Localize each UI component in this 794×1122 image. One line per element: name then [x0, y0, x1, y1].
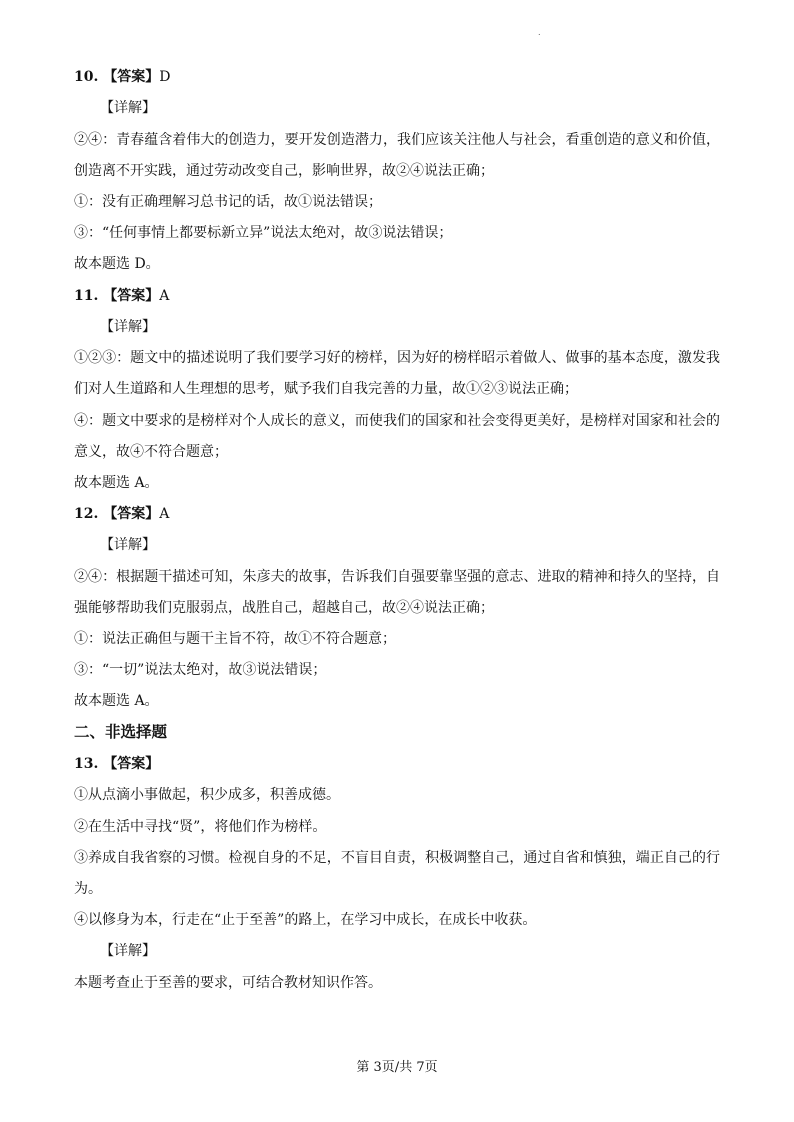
q10-line-4: ③：“任何事情上都要标新立异”说法太绝对，故③说法错误；	[74, 225, 453, 241]
q10-line-1: ②④：青春蕴含着伟大的创造力，要开发创造潜力，我们应该关注他人与社会，看重创造的意义和价值，	[74, 132, 720, 148]
q13-answer-line-1: ①从点滴小事做起，积少成多，积善成德。	[74, 787, 340, 803]
q12-line-3: ①：说法正确但与题干主旨不符，故①不符合题意；	[74, 631, 396, 647]
q12-line-4: ③：“一切”说法太绝对，故③说法错误；	[74, 662, 327, 678]
q11-line-1: ①②③：题文中的描述说明了我们要学习好的榜样，因为好的榜样昭示着做人、做事的基本态度，激发我	[74, 350, 720, 366]
q13-header	[74, 754, 159, 774]
q13-detail-line-1: 本题考查止于至善的要求，可结合教材知识作答。	[74, 975, 382, 991]
q12-line-1: ②④：根据题干描述可知，朱彦夫的故事，告诉我们自强要靠坚强的意志、进取的精神和持久的坚持，自	[74, 569, 720, 585]
q12-line-2: 强能够帮助我们克服弱点，战胜自己，超越自己，故②④说法正确；	[74, 600, 494, 616]
q10-line-2: 创造离不开实践，通过劳动改变自己，影响世界，故②④说法正确；	[74, 163, 494, 179]
q13-answer-line-5: ④以修身为本，行走在“止于至善”的路上，在学习中成长，在成长中收获。	[74, 912, 537, 928]
section-title: 二、非选择题	[74, 722, 168, 741]
q13-answer-line-3: ③养成自我省察的习惯。检视自身的不足，不盲目自责，积极调整自己，通过自省和慎独，端正自己的行	[74, 850, 720, 866]
q11-line-4: 意义，故④不符合题意；	[74, 444, 228, 460]
top-mark: .	[538, 28, 541, 37]
q11-line-2: 们对人生道路和人生理想的思考，赋予我们自我完善的力量，故①②③说法正确；	[74, 381, 578, 397]
q12-answer-tag: 【答案】	[103, 506, 160, 522]
q11-answer: A	[159, 288, 170, 304]
q10-header	[74, 67, 170, 87]
q10-detail-label: 【详解】	[100, 100, 156, 116]
q11-answer-tag: 【答案】	[103, 288, 160, 304]
q10-answer-tag: 【答案】	[103, 69, 160, 85]
q11-line-3: ④：题文中要求的是榜样对个人成长的意义，而使我们的国家和社会变得更美好，是榜样对国家和社会的	[74, 413, 720, 429]
q13-number: 13.	[74, 756, 99, 772]
q11-header	[74, 286, 169, 306]
q10-number: 10.	[74, 69, 99, 85]
q13-answer-line-2: ②在生活中寻找“贤”，将他们作为榜样。	[74, 819, 327, 835]
q12-number: 12.	[74, 506, 99, 522]
page-footer: 第 3页/共 7页	[356, 1060, 438, 1075]
q10-line-3: ①：没有正确理解习总书记的话，故①说法错误；	[74, 194, 382, 210]
q12-header	[74, 504, 169, 524]
q11-line-5: 故本题选 A。	[74, 475, 159, 491]
q13-answer-tag: 【答案】	[103, 756, 160, 772]
q11-detail-label: 【详解】	[100, 319, 156, 335]
q13-answer-line-4: 为。	[74, 881, 102, 897]
q12-detail-label: 【详解】	[100, 537, 156, 553]
q10-line-5: 故本题选 D。	[74, 256, 160, 272]
q13-detail-label: 【详解】	[100, 943, 156, 959]
q10-answer: D	[159, 69, 171, 85]
q12-line-5: 故本题选 A。	[74, 693, 159, 709]
q12-answer: A	[159, 506, 170, 522]
q11-number: 11.	[74, 288, 99, 304]
